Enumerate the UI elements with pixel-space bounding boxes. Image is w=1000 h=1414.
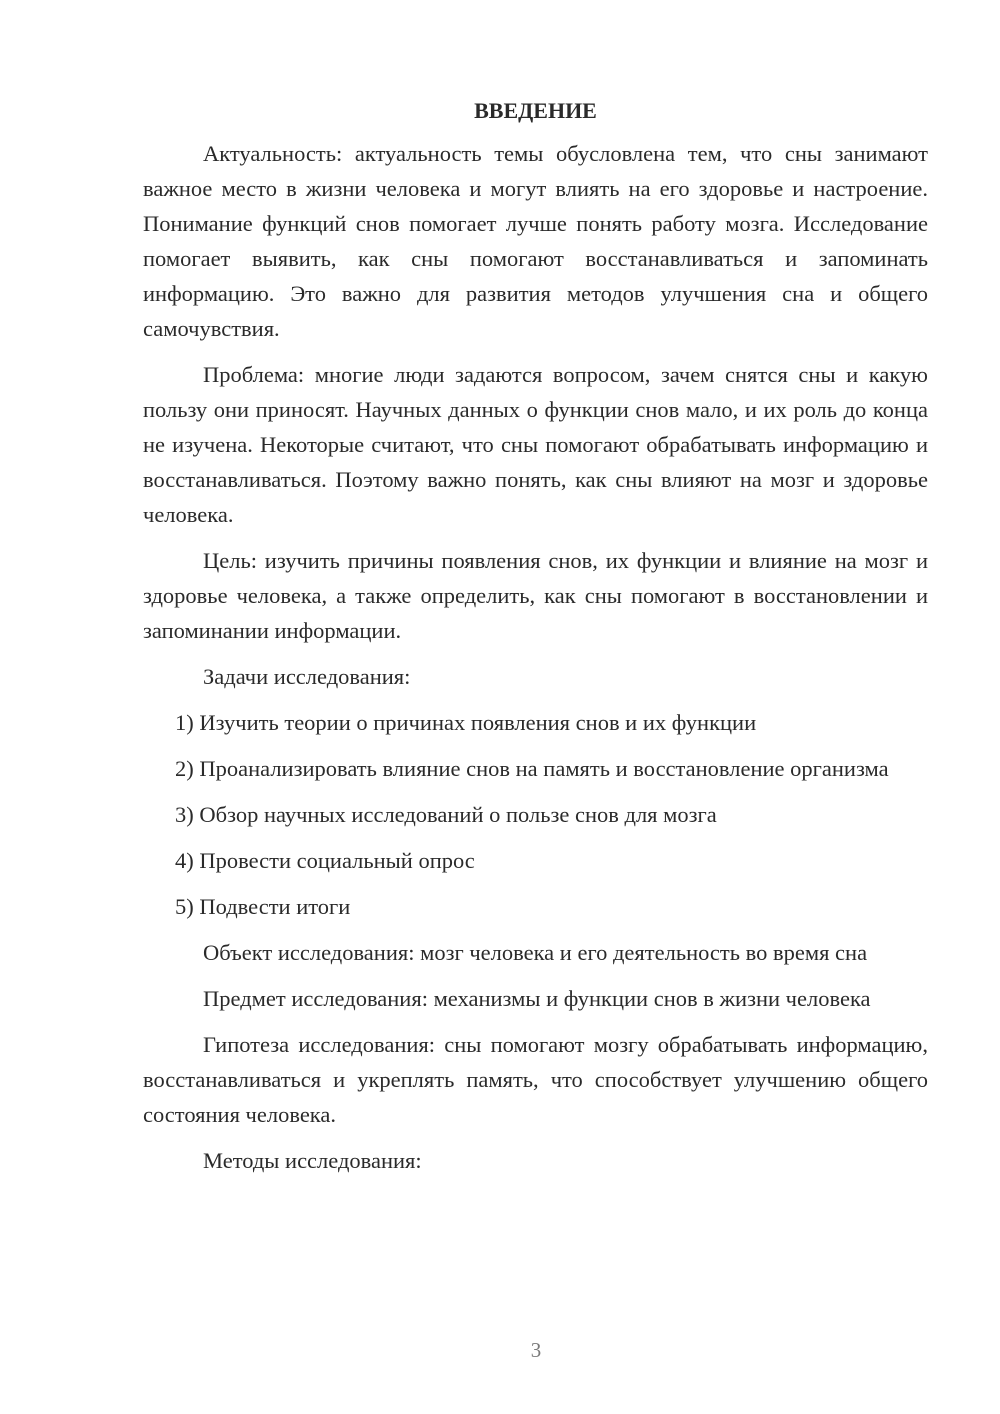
- list-item: 4) Провести социальный опрос: [175, 848, 475, 873]
- list-item: 1) Изучить теории о причинах появления снов и их функции: [175, 710, 757, 735]
- paragraph-hypothesis: Гипотеза исследования: сны помогают мозгу обрабатывать информацию, восстанавливаться и укреплять память, что способствует улучшению общего состояния человека.: [143, 1032, 928, 1127]
- paragraph-object: Объект исследования: мозг человека и его деятельность во время сна: [203, 940, 868, 965]
- list-item: 3) Обзор научных исследований о пользе снов для мозга: [175, 802, 717, 827]
- paragraph-goal: Цель: изучить причины появления снов, их функции и влияние на мозг и здоровье человека, а также определить, как сны помогают в восстановлении и запоминании информации.: [143, 548, 928, 643]
- paragraph-subject: Предмет исследования: механизмы и функции снов в жизни человека: [203, 986, 871, 1011]
- page-title: ВВЕДЕНИЕ: [474, 98, 597, 123]
- text-block: [143, 93, 928, 1189]
- page-number: 3: [530, 1338, 542, 1362]
- paragraph-tasks-heading: Задачи исследования:: [203, 664, 411, 689]
- list-item: 2) Проанализировать влияние снов на память и восстановление организма: [175, 756, 889, 781]
- list-item: 5) Подвести итоги: [175, 894, 351, 919]
- paragraph-methods: Методы исследования:: [203, 1148, 422, 1173]
- paragraph-relevance: Актуальность: актуальность темы обусловлена тем, что сны занимают важное место в жизни человека и могут влиять на его здоровье и настроение. Понимание функций снов помогает лучше понять работу мозга. Исследование помогает выявить, как сны помогают восстанавливаться и запоминать информацию. Это важно для развития методов улучшения сна и общего самочувствия.: [143, 141, 928, 341]
- paragraph-problem: Проблема: многие люди задаются вопросом, зачем снятся сны и какую пользу они приносят. Научных данных о функции снов мало, и их роль до конца не изучена. Некоторые считают, что сны помогают обрабатывать информацию и восстанавливаться. Поэтому важно понять, как сны влияют на мозг и здоровье человека.: [143, 362, 928, 527]
